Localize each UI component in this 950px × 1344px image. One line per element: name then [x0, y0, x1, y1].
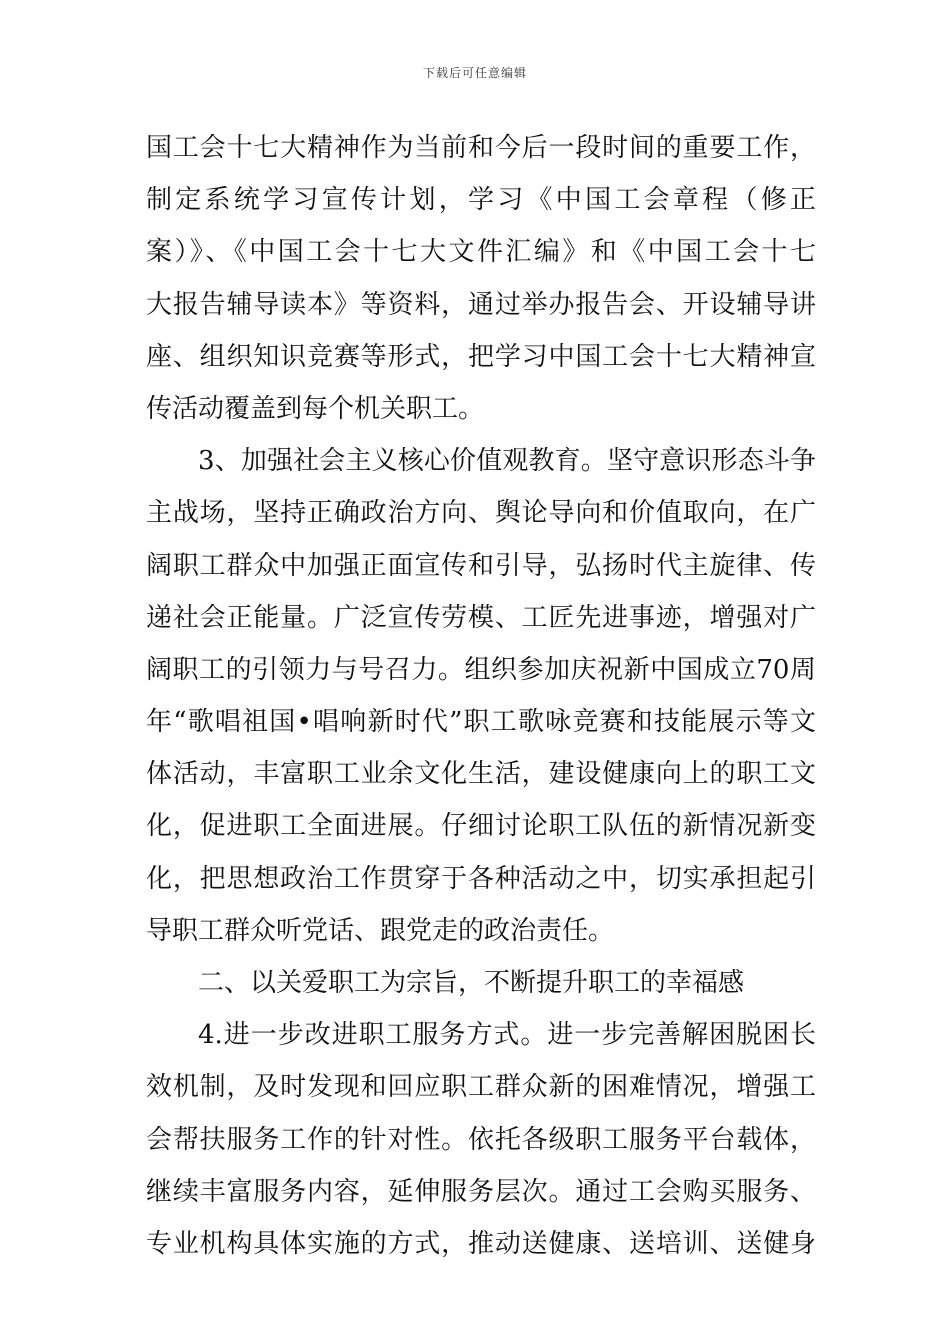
text-line: 二、以关爱职工为宗旨，不断提升职工的幸福感: [198, 968, 745, 998]
text-line: 化，把思想政治工作贯穿于各种活动之中，切实承担起引: [146, 863, 816, 894]
text-line: 主战场，坚持正确政治方向、舆论导向和价值取向，在广: [146, 498, 816, 529]
text-line: 会帮扶服务工作的针对性。依托各级职工服务平台载体，: [146, 1124, 816, 1155]
text-line: 大报告辅导读本》等资料，通过举办报告会、开设辅导讲: [146, 289, 816, 320]
text-line: 化，促进职工全面进展。仔细讨论职工队伍的新情况新变: [146, 811, 816, 842]
text-line: 国工会十七大精神作为当前和今后一段时间的重要工作，: [146, 133, 816, 163]
text-line: 效机制，及时发现和回应职工群众新的困难情况，增强工: [146, 1072, 816, 1103]
page-header: 下载后可任意编辑: [422, 66, 527, 80]
text-line: 传活动覆盖到每个机关职工。: [146, 393, 485, 424]
text-line: 专业机构具体实施的方式，推动送健康、送培训、送健身: [146, 1228, 816, 1259]
text-line: 年“歌唱祖国•唱响新时代”职工歌咏竞赛和技能展示等文: [146, 707, 816, 738]
text-line: 阔职工的引领力与号召力。组织参加庆祝新中国成立70周: [146, 654, 816, 685]
text-line: 体活动，丰富职工业余文化生活，建设健康向上的职工文: [146, 759, 816, 790]
text-line: 座、组织知识竞赛等形式，把学习中国工会十七大精神宣: [146, 341, 816, 372]
text-line: 导职工群众听党话、跟党走的政治责任。: [146, 915, 615, 946]
text-line: 制定系统学习宣传计划，学习《中国工会章程（修正: [146, 185, 816, 216]
text-line: 3、加强社会主义核心价值观教育。坚守意识形态斗争: [198, 446, 816, 477]
text-line: 案）》、《中国工会十七大文件汇编》和《中国工会十七: [146, 237, 816, 268]
text-line: 阔职工群众中加强正面宣传和引导，弘扬时代主旋律、传: [146, 550, 816, 581]
text-line: 继续丰富服务内容，延伸服务层次。通过工会购买服务、: [146, 1176, 816, 1207]
text-line: 4.进一步改进职工服务方式。进一步完善解困脱困长: [198, 1020, 816, 1051]
document-body: [146, 122, 816, 1270]
text-line: 递社会正能量。广泛宣传劳模、工匠先进事迹，增强对广: [146, 602, 816, 633]
